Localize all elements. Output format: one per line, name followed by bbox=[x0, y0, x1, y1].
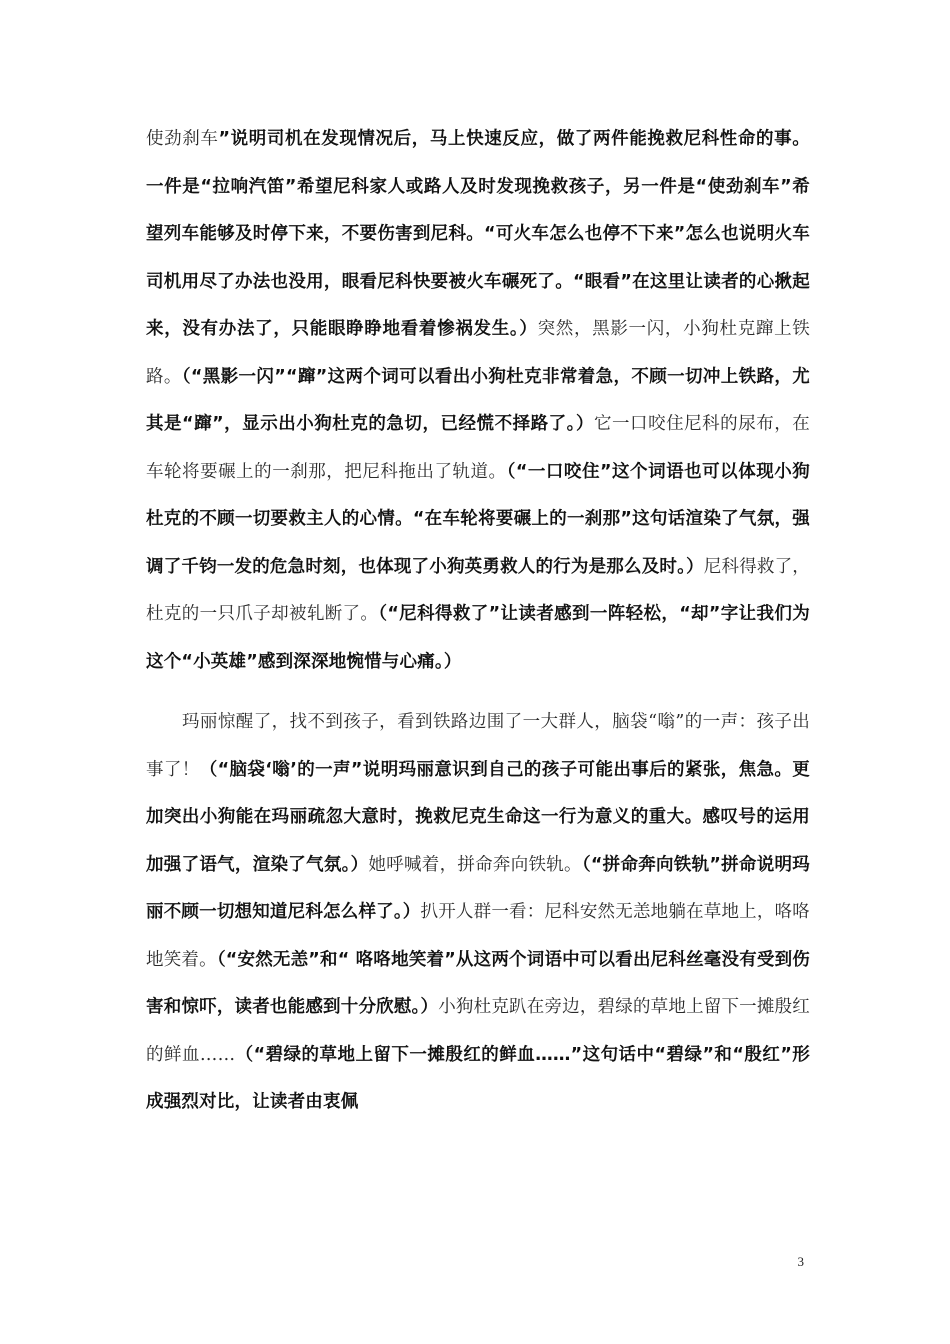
analysis-note: （“拼命奔向铁轨”拼命说明玛丽不顾一切想知道尼科怎么样了。） bbox=[146, 854, 810, 922]
story-text: 它一口咬住尼科的尿布，在车轮将要碾上的一刹那，把尼科拖出了轨道。 bbox=[146, 414, 810, 482]
page-number: 3 bbox=[797, 1254, 804, 1269]
paragraph-2 bbox=[146, 699, 810, 1127]
analysis-note: （“一口咬住”这个词语也可以体现小狗杜克的不顾一切要救主人的心情。“在车轮将要碾上的一刹那”这句话渲染了气氛，强调了千钧一发的危急时刻，也体现了小狗英勇救人的行为是那么及时。） bbox=[146, 461, 810, 577]
story-text: 尼科得救了，杜克的一只爪子却被轧断了。 bbox=[146, 556, 810, 624]
story-text: 玛丽惊醒了，找不到孩子，看到铁路边围了一大群人，脑袋“嗡”的一声：孩子出事了！ bbox=[146, 712, 810, 780]
analysis-note: （“安然无恙”和“ 咯咯地笑着”从这两个词语中可以看出尼科丝毫没有受到伤害和惊吓，读者也能感到十分欣慰。） bbox=[146, 949, 810, 1017]
story-text: 突然，黑影一闪，小狗杜克蹿上铁路。 bbox=[146, 319, 811, 387]
analysis-note: （“脑袋‘嗡’的一声”说明玛丽意识到自己的孩子可能出事后的紧张，焦急。更加突出小狗能在玛丽疏忽大意时，挽救尼克生命这一行为意义的重大。感叹号的运用加强了语气，渲染了气氛。） bbox=[146, 759, 810, 875]
analysis-note: （“黑影一闪”“蹿”这两个词可以看出小狗杜克非常着急，不顾一切冲上铁路，尤其是“蹿”，显示出小狗杜克的急切，已经慌不择路了。） bbox=[146, 366, 810, 434]
document-body bbox=[146, 116, 810, 1127]
paragraph-1 bbox=[146, 116, 810, 686]
story-text: 扒开人群一看：尼科安然无恙地躺在草地上，咯咯地笑着。 bbox=[146, 902, 810, 970]
analysis-note: （“碧绿的草地上留下一摊殷红的鲜血……”这句话中“碧绿”和“殷红”形成强烈对比，让读者由衷佩 bbox=[146, 1044, 811, 1112]
analysis-note: ”说明司机在发现情况后，马上快速反应，做了两件能挽救尼科性命的事。一件是“拉响汽笛”希望尼科家人或路人及时发现挽救孩子，另一件是“使劲刹车”希望列车能够及时停下来，不要伤害到尼科。“可火车怎么也停不下来”怎么也说明火车司机用尽了办法也没用，眼看尼科快要被火车碾死了。“眼看”在这里让读者的心揪起来，没有办法了，只能眼睁睁地看着惨祸发生。） bbox=[146, 129, 810, 339]
story-text: 她呼喊着，拼命奔向铁轨。 bbox=[368, 854, 582, 875]
analysis-note: （“尼科得救了”让读者感到一阵轻松，“却”字让我们为这个“小英雄”感到深深地惋惜与心痛。） bbox=[146, 604, 810, 672]
story-text: 使劲刹车 bbox=[146, 129, 219, 149]
story-text: 小狗杜克趴在旁边，碧绿的草地上留下一摊殷红的鲜血…… bbox=[146, 997, 810, 1065]
